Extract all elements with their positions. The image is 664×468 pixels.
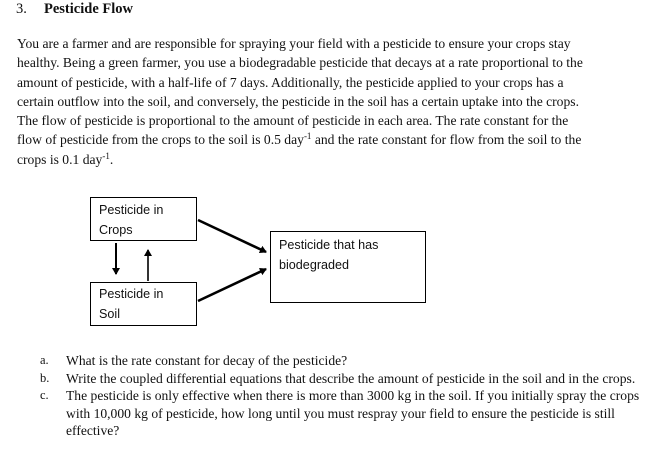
- question-item: [40, 387, 650, 440]
- question-label: a.: [40, 353, 49, 367]
- question-label: b.: [40, 370, 50, 385]
- soil-box-line: Soil: [99, 307, 120, 321]
- problem-title: Pesticide Flow: [44, 1, 133, 17]
- line-text: flow of pesticide from the crops to the soil is 0.5 day: [17, 132, 304, 148]
- question-item: [40, 352, 650, 370]
- statement-line: You are a farmer and are responsible for spraying your field with a pesticide to ensure your crops stay: [17, 36, 571, 51]
- question-text: What is the rate constant for decay of the pesticide?: [66, 353, 348, 368]
- crops-decay-arrow: [198, 220, 266, 252]
- exponent: -1: [303, 131, 312, 142]
- question-label: c.: [40, 388, 49, 403]
- biodegraded-box-line: Pesticide that has: [279, 238, 379, 252]
- statement-line: The flow of pesticide is proportional to the amount of pesticide in each area. The rate constant for the: [17, 113, 569, 129]
- question-item: [40, 370, 650, 388]
- statement-line: certain outflow into the soil, and conversely, the pesticide in the soil has a certain uptake into the crops.: [17, 93, 579, 109]
- soil-decay-arrow: [198, 269, 266, 301]
- question-text: Write the coupled differential equations that describe the amount of pesticide in the soil and in the crops.: [66, 370, 636, 386]
- line-text: and the rate constant for flow from the soil to the: [311, 132, 582, 148]
- soil-box-line: Pesticide in: [99, 287, 164, 301]
- statement-line: healthy. Being a green farmer, you use a biodegradable pesticide that decays at a rate proportional to the: [17, 55, 583, 71]
- question-text: The pesticide is only effective when there is more than 3000 kg in the soil. If you initially spray the crops with 10,000 kg of pesticide, how long until you must respray your field to ensure the pesticide is still effective?: [66, 388, 640, 439]
- question-list: [40, 352, 650, 440]
- crops-box-line: Pesticide in: [99, 203, 164, 217]
- statement-line: amount of pesticide, with a half-life of 7 days. Additionally, the pesticide applied to your crops has a: [17, 74, 564, 90]
- exponent: -1: [102, 150, 110, 161]
- crops-box-line: Crops: [99, 223, 133, 237]
- problem-number: 3.: [16, 1, 27, 17]
- line-text: .: [109, 151, 114, 167]
- biodegraded-box-line: biodegraded: [279, 258, 350, 272]
- line-text: crops is 0.1 day: [17, 151, 103, 167]
